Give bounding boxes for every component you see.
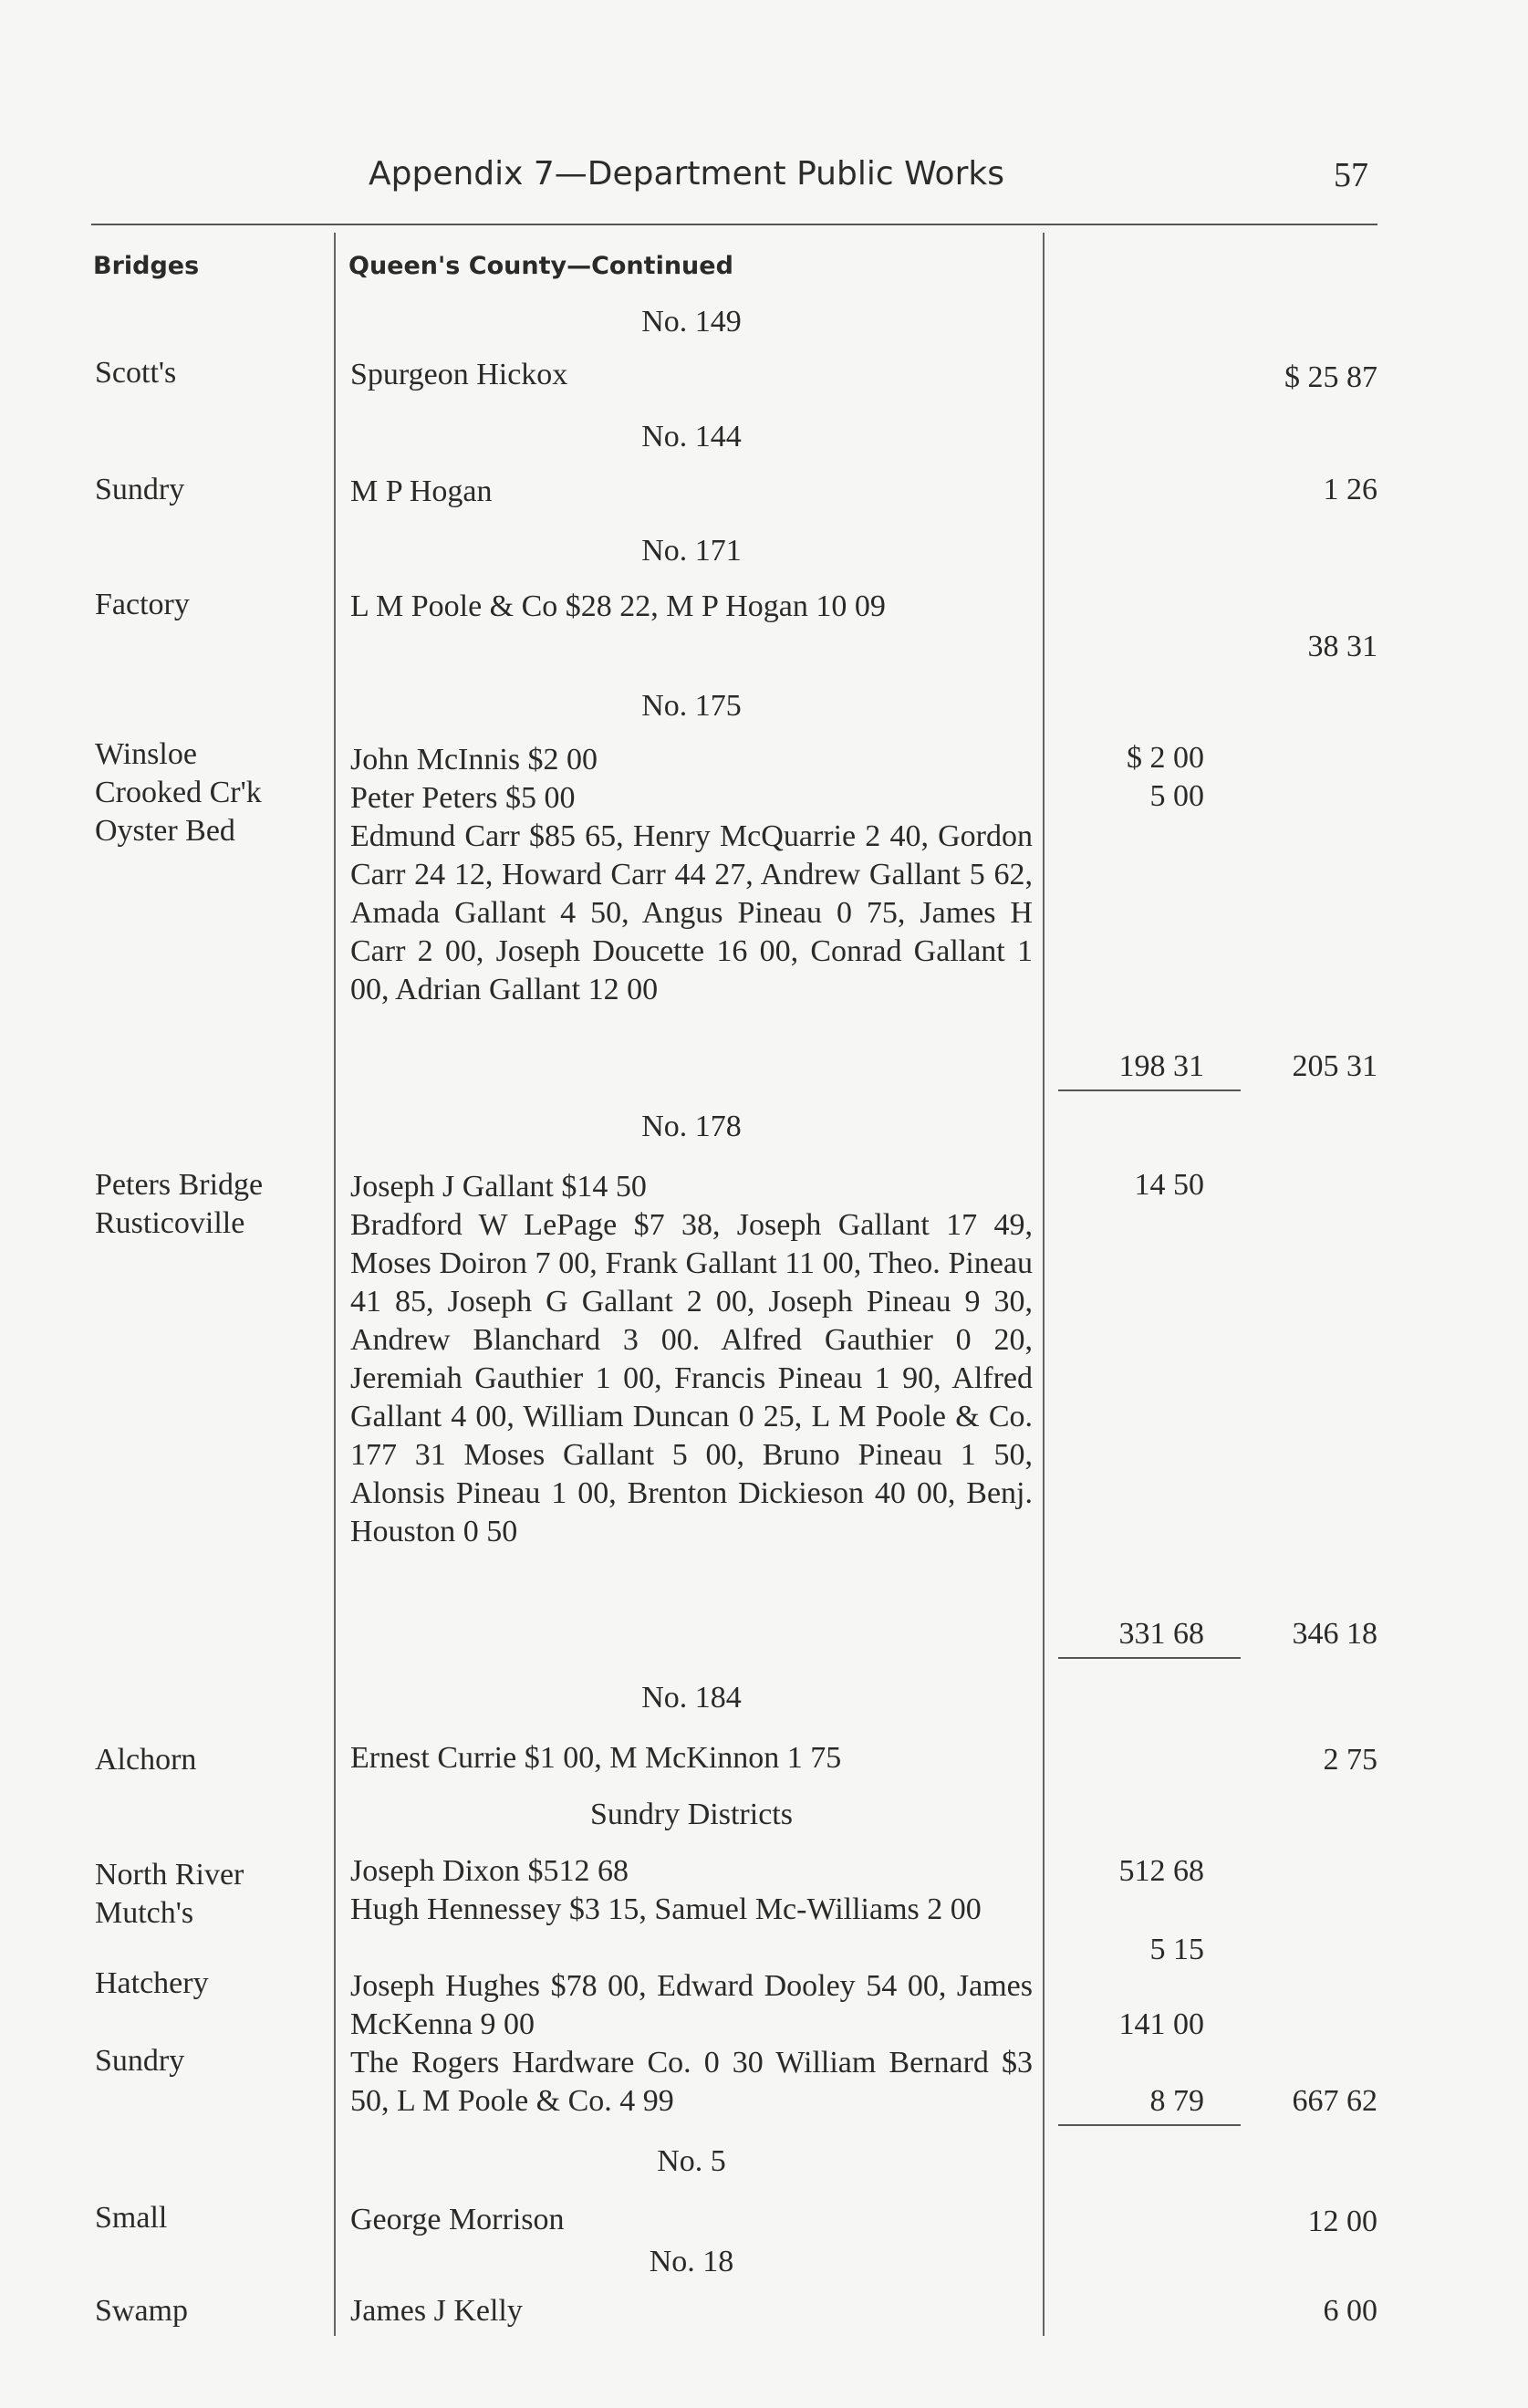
bridge-label: North River (95, 1858, 244, 1892)
column-rule-left (334, 233, 336, 2336)
subtotal-amount: 8 79 (1149, 2084, 1204, 2118)
entry-text: L M Poole & Co $28 22, M P Hogan 10 09 (350, 589, 886, 623)
subtotal-amount: 5 00 (1149, 779, 1204, 813)
column-rule-middle (1043, 233, 1045, 2336)
entry-text: The Rogers Hardware Co. 0 30 William Bernard $3 50, L M Poole & Co. 4 99 (350, 2046, 1033, 2118)
subtotal-amount: 512 68 (1118, 1854, 1204, 1888)
section-heading: No. 18 (649, 2245, 734, 2278)
total-amount: 38 31 (1307, 630, 1377, 663)
bridge-label: Small (95, 2201, 168, 2235)
bridge-label: Hatchery (95, 1966, 209, 2000)
bridge-label: Rusticoville (95, 1206, 245, 1240)
entry-text: Peter Peters $5 00 (350, 781, 576, 815)
total-amount: 2 75 (1323, 1743, 1377, 1777)
section-heading: No. 184 (641, 1681, 742, 1715)
bridge-label: Crooked Cr'k (95, 776, 262, 809)
column-heading-county: Queen's County—Continued (348, 252, 733, 280)
entry-text: M P Hogan (350, 474, 493, 508)
bridge-label: Oyster Bed (95, 814, 235, 848)
total-amount: 12 00 (1307, 2205, 1377, 2238)
entry-text: Bradford W LePage $7 38, Joseph Gallant 17 49, Moses Doiron 7 00, Frank Gallant 11 00, Theo. Pineau 41 85, Joseph G Gallant 2 00, Joseph Pineau 9 30, Andrew Blanchard 3 00. Alfred Gauthier 0 20, Jeremiah Gauthier 1 00, Francis Pineau 1 90, Alfred Gallant 4 00, William Duncan 0 25, L M Poole & Co. 177 31 Moses Gallant 5 00, Bruno Pineau 1 50, Alonsis Pineau 1 00, Brenton Dickieson 40 00, Benj. Houston 0 50 (350, 1208, 1033, 1548)
subtotal-rule (1058, 1657, 1241, 1659)
entry-text: Joseph Dixon $512 68 (350, 1854, 629, 1888)
subtotal-rule (1058, 1089, 1241, 1091)
subtotal-amount: 198 31 (1118, 1049, 1204, 1083)
total-amount: 1 26 (1323, 473, 1377, 506)
total-amount: 205 31 (1292, 1049, 1377, 1083)
bridge-label: Scott's (95, 356, 177, 390)
subtotal-amount: 14 50 (1134, 1168, 1204, 1202)
bridge-label: Mutch's (95, 1896, 194, 1930)
section-heading: Sundry Districts (590, 1798, 793, 1831)
section-heading: No. 149 (641, 305, 742, 339)
entry-text: Spurgeon Hickox (350, 358, 568, 391)
header-rule (91, 224, 1377, 225)
entry-text: Hugh Hennessey $3 15, Samuel Mc-Williams 2 00 (350, 1892, 982, 1926)
bridge-label: Swamp (95, 2294, 188, 2328)
subtotal-amount: 331 68 (1118, 1617, 1204, 1651)
entry-text: Joseph Hughes $78 00, Edward Dooley 54 00, James McKenna 9 00 (350, 1969, 1033, 2041)
section-heading: No. 178 (641, 1110, 742, 1143)
section-heading: No. 144 (641, 420, 742, 453)
total-amount: 346 18 (1292, 1617, 1377, 1651)
entry-text: George Morrison (350, 2203, 565, 2236)
page-number: 57 (1334, 156, 1368, 194)
bridge-label: Winsloe (95, 737, 197, 771)
subtotal-amount: 5 15 (1149, 1933, 1204, 1966)
bridge-label: Alchorn (95, 1743, 197, 1777)
total-amount: $ 25 87 (1284, 360, 1377, 394)
entry-text: James J Kelly (350, 2294, 523, 2328)
total-amount: 667 62 (1292, 2084, 1377, 2118)
bridge-label: Peters Bridge (95, 1168, 264, 1202)
bridge-label: Sundry (95, 473, 185, 506)
subtotal-amount: $ 2 00 (1127, 741, 1204, 775)
total-amount: 6 00 (1323, 2294, 1377, 2328)
entry-text: Edmund Carr $85 65, Henry McQuarrie 2 40, Gordon Carr 24 12, Howard Carr 44 27, Andrew Gallant 5 62, Amada Gallant 4 50, Angus Pineau 0 75, James H Carr 2 00, Joseph Doucette 16 00, Conrad Gallant 1 00, Adrian Gallant 12 00 (350, 819, 1033, 1006)
page-title: Appendix 7—Department Public Works (369, 155, 1004, 193)
section-heading: No. 5 (657, 2144, 726, 2178)
subtotal-rule (1058, 2124, 1241, 2126)
bridge-label: Sundry (95, 2044, 185, 2078)
section-heading: No. 171 (641, 534, 742, 568)
bridge-label: Factory (95, 588, 190, 621)
entry-text: John McInnis $2 00 (350, 743, 598, 777)
entry-text: Joseph J Gallant $14 50 (350, 1170, 647, 1204)
subtotal-amount: 141 00 (1118, 2007, 1204, 2041)
column-heading-bridges: Bridges (93, 252, 200, 280)
entry-text: Ernest Currie $1 00, M McKinnon 1 75 (350, 1741, 842, 1775)
section-heading: No. 175 (641, 689, 742, 723)
